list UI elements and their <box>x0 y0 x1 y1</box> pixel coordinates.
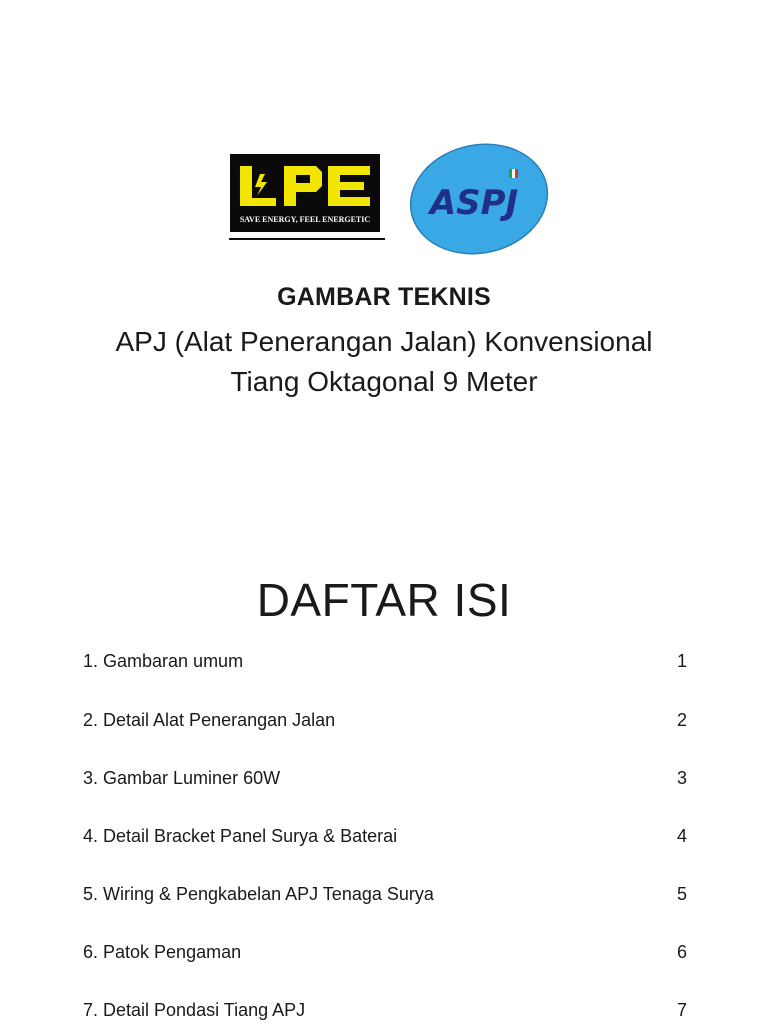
document-subtitle-line2: Tiang Oktagonal 9 Meter <box>230 366 538 397</box>
toc-item <box>83 997 687 1023</box>
toc-item <box>83 707 687 733</box>
document-subtitle-line1: APJ (Alat Penerangan Jalan) Konvensional <box>115 326 653 357</box>
lpe-logo <box>230 154 380 232</box>
toc-item-page: 4 <box>676 825 687 846</box>
aspj-logo <box>408 143 550 255</box>
toc-item-page: 5 <box>676 883 687 904</box>
toc-item <box>83 881 687 907</box>
toc-item-label: 7. Detail Pondasi Tiang APJ <box>83 999 306 1020</box>
toc-item-label: 6. Patok Pengaman <box>83 941 242 962</box>
toc-heading: DAFTAR ISI <box>256 574 512 626</box>
toc-item-label: 1. Gambaran umum <box>83 650 244 671</box>
document-title: GAMBAR TEKNIS <box>277 283 491 311</box>
toc-item-label: 3. Gambar Luminer 60W <box>83 767 281 788</box>
lpe-tagline: SAVE ENERGY, FEEL ENERGETIC <box>239 215 371 224</box>
toc-item-page: 6 <box>676 941 687 962</box>
toc-item-label: 2. Detail Alat Penerangan Jalan <box>83 709 336 730</box>
toc-item-label: 5. Wiring & Pengkabelan APJ Tenaga Surya <box>83 883 434 904</box>
aspj-logo-text: ASPJ <box>429 183 519 223</box>
toc-item-label: 4. Detail Bracket Panel Surya & Baterai <box>83 825 398 846</box>
toc-item <box>83 823 687 849</box>
lpe-logo-underline <box>229 238 385 240</box>
toc-item-page: 2 <box>676 709 687 730</box>
toc-item <box>83 648 687 674</box>
toc-item-page: 1 <box>676 650 687 671</box>
toc-item-page: 3 <box>676 767 687 788</box>
toc-item <box>83 939 687 965</box>
toc-item-page: 7 <box>676 999 687 1020</box>
toc-item <box>83 765 687 791</box>
